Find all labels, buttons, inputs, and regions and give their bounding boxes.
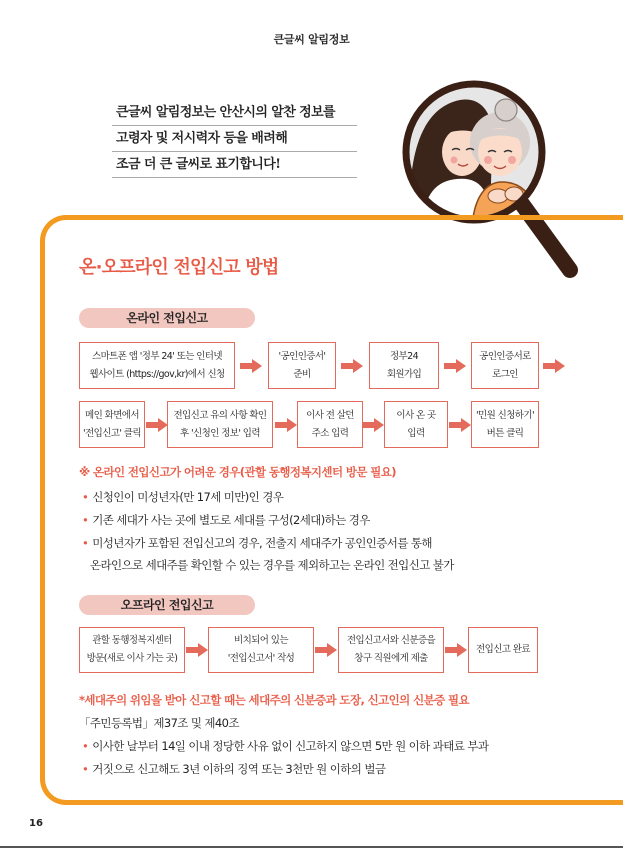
online-step-8 xyxy=(384,401,448,448)
step-text: 관할 동행정복지센터 xyxy=(92,635,172,647)
online-report-label: 온라인 전입신고 xyxy=(79,308,255,328)
note-text: 신청인이 미성년자(만 17세 미만)인 경우 xyxy=(92,490,284,504)
bullet-dot: • xyxy=(82,536,89,550)
step-text: '공인인증서' xyxy=(278,350,326,362)
intro-line: 고령자 및 저시력자 등을 배려해 xyxy=(112,126,357,152)
online-note-title: ※ 온라인 전입신고가 어려운 경우(관할 동행정복지센터 방문 필요) xyxy=(79,465,396,479)
intro-block xyxy=(112,100,357,178)
right-arrow-icon xyxy=(315,643,337,657)
right-arrow-icon xyxy=(275,418,297,432)
step-text: 창구 직원에게 제출 xyxy=(354,653,428,664)
page-header-title: 큰글씨 알림정보 xyxy=(273,33,350,46)
page-divider xyxy=(0,846,623,848)
step-text: 전입신고 완료 xyxy=(476,644,530,656)
online-note-item xyxy=(82,535,432,551)
step-text: 비치되어 있는 xyxy=(234,635,288,647)
online-note-continuation: 온라인으로 세대주를 확인할 수 있는 경우를 제외하고는 온라인 전입신고 불가 xyxy=(90,558,454,572)
offline-step-4 xyxy=(468,627,538,673)
step-text: 방문(새로 이사 가는 곳) xyxy=(86,653,178,664)
online-note-item xyxy=(82,512,370,528)
online-step-3 xyxy=(369,342,439,389)
step-text: 입력 xyxy=(407,427,425,439)
step-text: 정부24 xyxy=(389,350,419,362)
penalty-item xyxy=(82,738,488,754)
intro-line: 큰글씨 알림정보는 안산시의 알찬 정보를 xyxy=(112,100,357,126)
note-text: 미성년자가 포함된 전입신고의 경우, 전출지 세대주가 공인인증서를 통해 xyxy=(92,536,432,550)
step-text: '전입신고서' 작성 xyxy=(227,653,295,664)
right-arrow-icon xyxy=(543,359,565,373)
offline-step-2 xyxy=(208,627,314,673)
step-text: 회원가입 xyxy=(386,368,422,380)
right-arrow-icon xyxy=(341,359,363,373)
online-step-6 xyxy=(167,401,273,448)
step-text: 전입신고서와 신분증을 xyxy=(346,635,436,647)
page-number: 16 xyxy=(29,818,43,829)
intro-line: 조금 더 큰 글씨로 표기합니다! xyxy=(112,152,357,178)
online-step-9 xyxy=(471,401,539,448)
step-text: 스마트폰 앱 '정부 24' 또는 인터넷 xyxy=(92,350,222,362)
right-arrow-icon xyxy=(449,418,471,432)
online-step-5 xyxy=(79,401,145,448)
bullet-dot: • xyxy=(82,762,89,776)
step-text: 후 '신청인 정보' 입력 xyxy=(180,427,260,439)
online-step-7 xyxy=(297,401,363,448)
right-arrow-icon xyxy=(146,418,168,432)
step-text: '민원 신청하기' xyxy=(476,409,534,421)
online-step-4 xyxy=(471,342,539,389)
online-step-1 xyxy=(79,342,235,389)
step-text: '전입신고' 클릭 xyxy=(83,427,141,439)
right-arrow-icon xyxy=(445,643,467,657)
note-text: 기존 세대가 사는 곳에 별도로 세대를 구성(2세대)하는 경우 xyxy=(92,513,370,527)
law-reference: 「주민등록법」제37조 및 제40조 xyxy=(79,716,239,730)
offline-report-label: 오프라인 전입신고 xyxy=(79,595,255,615)
offline-step-3 xyxy=(338,627,444,673)
step-text: 버튼 클릭 xyxy=(486,427,524,439)
step-text: 이사 전 살던 xyxy=(306,409,354,421)
online-note-item xyxy=(82,489,283,505)
penalty-item xyxy=(82,761,385,777)
bullet-dot: • xyxy=(82,490,89,504)
step-text: 로그인 xyxy=(492,368,518,380)
bullet-dot: • xyxy=(82,513,89,527)
right-arrow-icon xyxy=(240,359,262,373)
step-text: 공인인증서로 xyxy=(479,350,531,362)
step-text: 전입신고 유의 사항 확인 xyxy=(173,409,267,421)
penalty-text: 이사한 날부터 14일 이내 정당한 사유 없이 신고하지 않으면 5만 원 이하 과태료 부과 xyxy=(92,739,489,753)
step-text: 이사 온 곳 xyxy=(396,409,436,421)
step-text: 주소 입력 xyxy=(311,427,349,439)
right-arrow-icon xyxy=(362,418,384,432)
offline-step-1 xyxy=(79,627,185,673)
penalty-text: 거짓으로 신고해도 3년 이하의 징역 또는 3천만 원 이하의 벌금 xyxy=(92,762,386,776)
section-title: 온·오프라인 전입신고 방법 xyxy=(79,257,279,278)
right-arrow-icon xyxy=(444,359,466,373)
offline-warning: *세대주의 위임을 받아 신고할 때는 세대주의 신분증과 도장, 신고인의 신분증 필요 xyxy=(79,693,470,707)
step-text: 웹사이트 (https://gov,kr)에서 신청 xyxy=(89,368,225,380)
step-text: 준비 xyxy=(293,368,311,380)
online-step-2 xyxy=(268,342,336,389)
step-text: 메인 화면에서 xyxy=(85,409,139,421)
bullet-dot: • xyxy=(82,739,89,753)
right-arrow-icon xyxy=(186,643,208,657)
